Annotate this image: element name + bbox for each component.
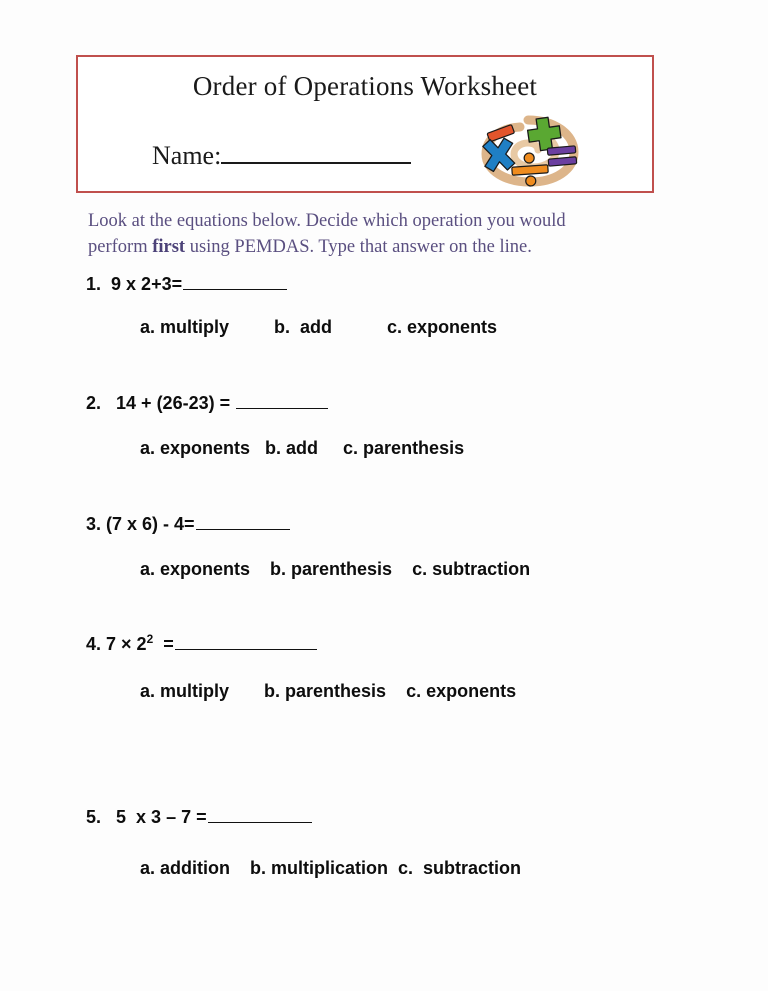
question-5 [0,805,768,879]
question-2 [0,391,768,459]
page-title: Order of Operations Worksheet [192,71,538,101]
question-1-expression: 9 x 2+3= [111,274,183,295]
questions-list [0,272,768,879]
question-2-line [0,391,768,414]
question-1 [0,272,768,338]
name-label: Name: [152,141,222,171]
question-3-number: 3. [86,514,102,535]
instructions-bold-word: first [152,237,186,258]
question-4-number: 4. [86,634,102,655]
question-4-exponent: 2 [146,632,154,647]
question-5-expression: 5 x 3 – 7 = [116,807,207,828]
question-3-options[interactable]: a. exponents b. parenthesis c. subtraction [140,559,531,580]
question-1-options[interactable]: a. multiply b. add c. exponents [140,317,498,338]
question-5-number: 5. [86,807,102,828]
question-4-answer-blank[interactable] [175,632,317,650]
header-box [76,55,654,193]
question-1-answer-blank[interactable] [183,272,287,290]
question-5-answer-blank[interactable] [208,805,312,823]
question-2-answer-blank[interactable] [236,391,328,409]
question-2-expression: 14 + (26-23) = [116,393,231,414]
question-1-line [0,272,768,295]
question-5-options[interactable]: a. addition b. multiplication c. subtraction [140,858,522,879]
question-3-answer-blank[interactable] [196,512,290,530]
question-3-line [0,512,768,535]
instructions-part1: Look at the equations below. Decide which operation you would perform [88,211,566,258]
math-operations-clipart [470,112,586,188]
question-4 [0,632,768,702]
question-2-number: 2. [86,393,102,414]
instructions-text [88,208,628,261]
question-3 [0,512,768,580]
question-2-options[interactable]: a. exponents b. add c. parenthesis [140,438,465,459]
question-1-number: 1. [86,274,102,295]
instructions-part2: using PEMDAS. Type that answer on the line. [185,237,532,258]
question-4-line [0,632,768,655]
question-4-expression: $7 \times 2^2$ = [106,632,174,655]
question-4-options[interactable]: a. multiply b. parenthesis c. exponents [140,681,517,702]
name-input-blank[interactable] [221,135,411,164]
question-5-line [0,805,768,828]
name-field-row [152,135,411,171]
question-3-expression: (7 x 6) - 4= [106,514,195,535]
